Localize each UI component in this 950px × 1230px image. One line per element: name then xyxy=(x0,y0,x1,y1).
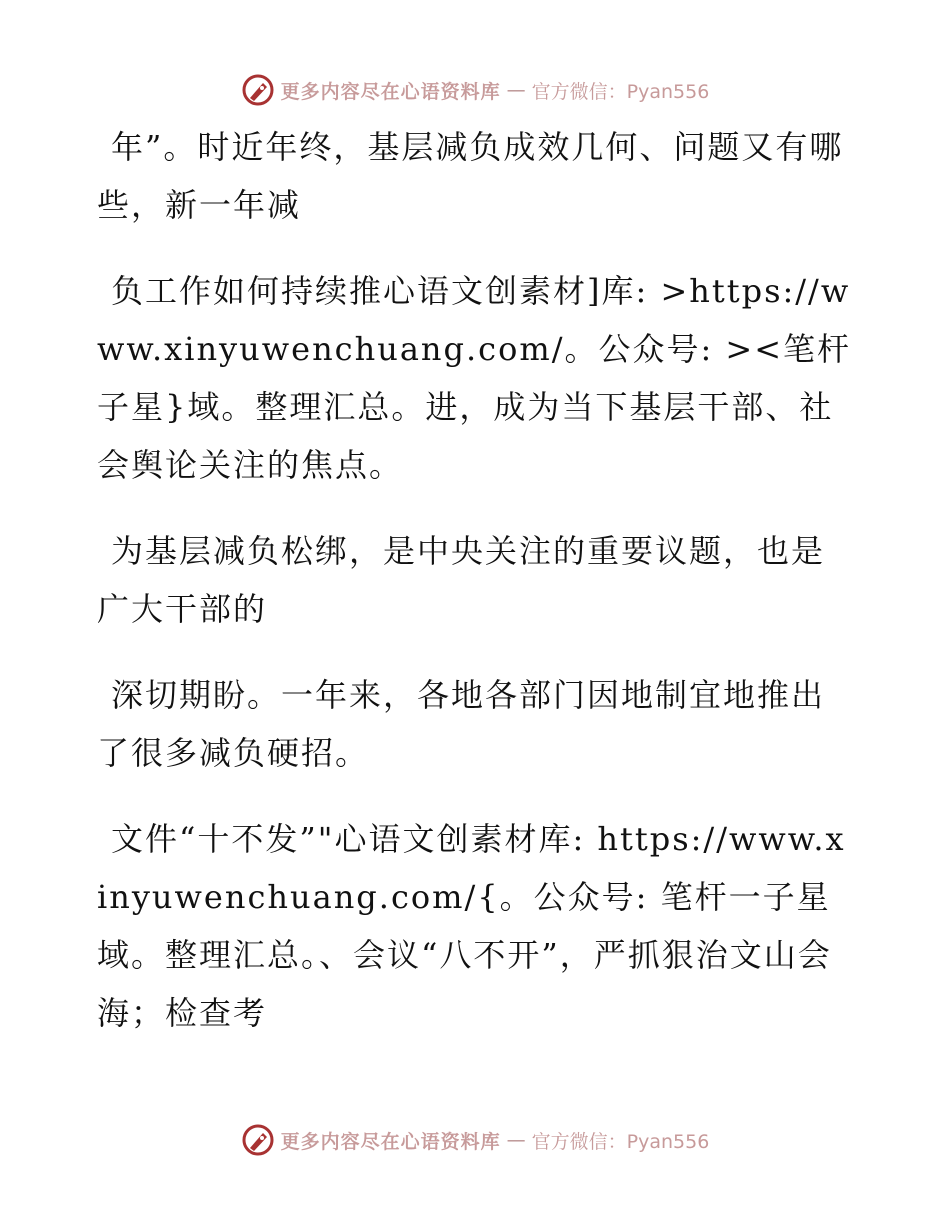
banner-contact-text: 官方微信：Pyan556 xyxy=(531,80,710,103)
header-watermark-banner xyxy=(0,70,950,110)
paragraph-1: 年”。时近年终，基层减负成效几何、问题又有哪些，新一年减 xyxy=(97,128,844,224)
pen-nib-logo-icon xyxy=(241,73,275,107)
paragraph-4: 深切期盼。一年来，各地各部门因地制宜地推出了很多减负硬招。 xyxy=(97,676,826,772)
document-body xyxy=(97,118,857,1070)
banner-main-text: 更多内容尽在心语资料库 xyxy=(280,80,501,103)
banner-main-text: 更多内容尽在心语资料库 xyxy=(280,1130,501,1153)
footer-watermark-banner xyxy=(0,1120,950,1160)
banner-contact-text: 官方微信：Pyan556 xyxy=(531,1130,710,1153)
paragraph-5: 文件“十不发”"心语文创素材库: https://www.xinyuwenchuang.com/{。公众号: 笔杆一子星域。整理汇总。、会议“八不开”，严抓狠治文山会海；检查考 xyxy=(97,820,846,1032)
pen-nib-logo-icon xyxy=(241,1123,275,1157)
paragraph-2: 负工作如何持续推心语文创素材]库: >https://www.xinyuwenchuang.com/。公众号: ><笔杆子星}域。整理汇总。进，成为当下基层干部、社会舆论关注的焦点。 xyxy=(97,272,852,484)
banner-separator: — xyxy=(506,1129,526,1151)
banner-separator: — xyxy=(506,79,526,101)
paragraph-3: 为基层减负松绑，是中央关注的重要议题，也是广大干部的 xyxy=(97,532,826,628)
